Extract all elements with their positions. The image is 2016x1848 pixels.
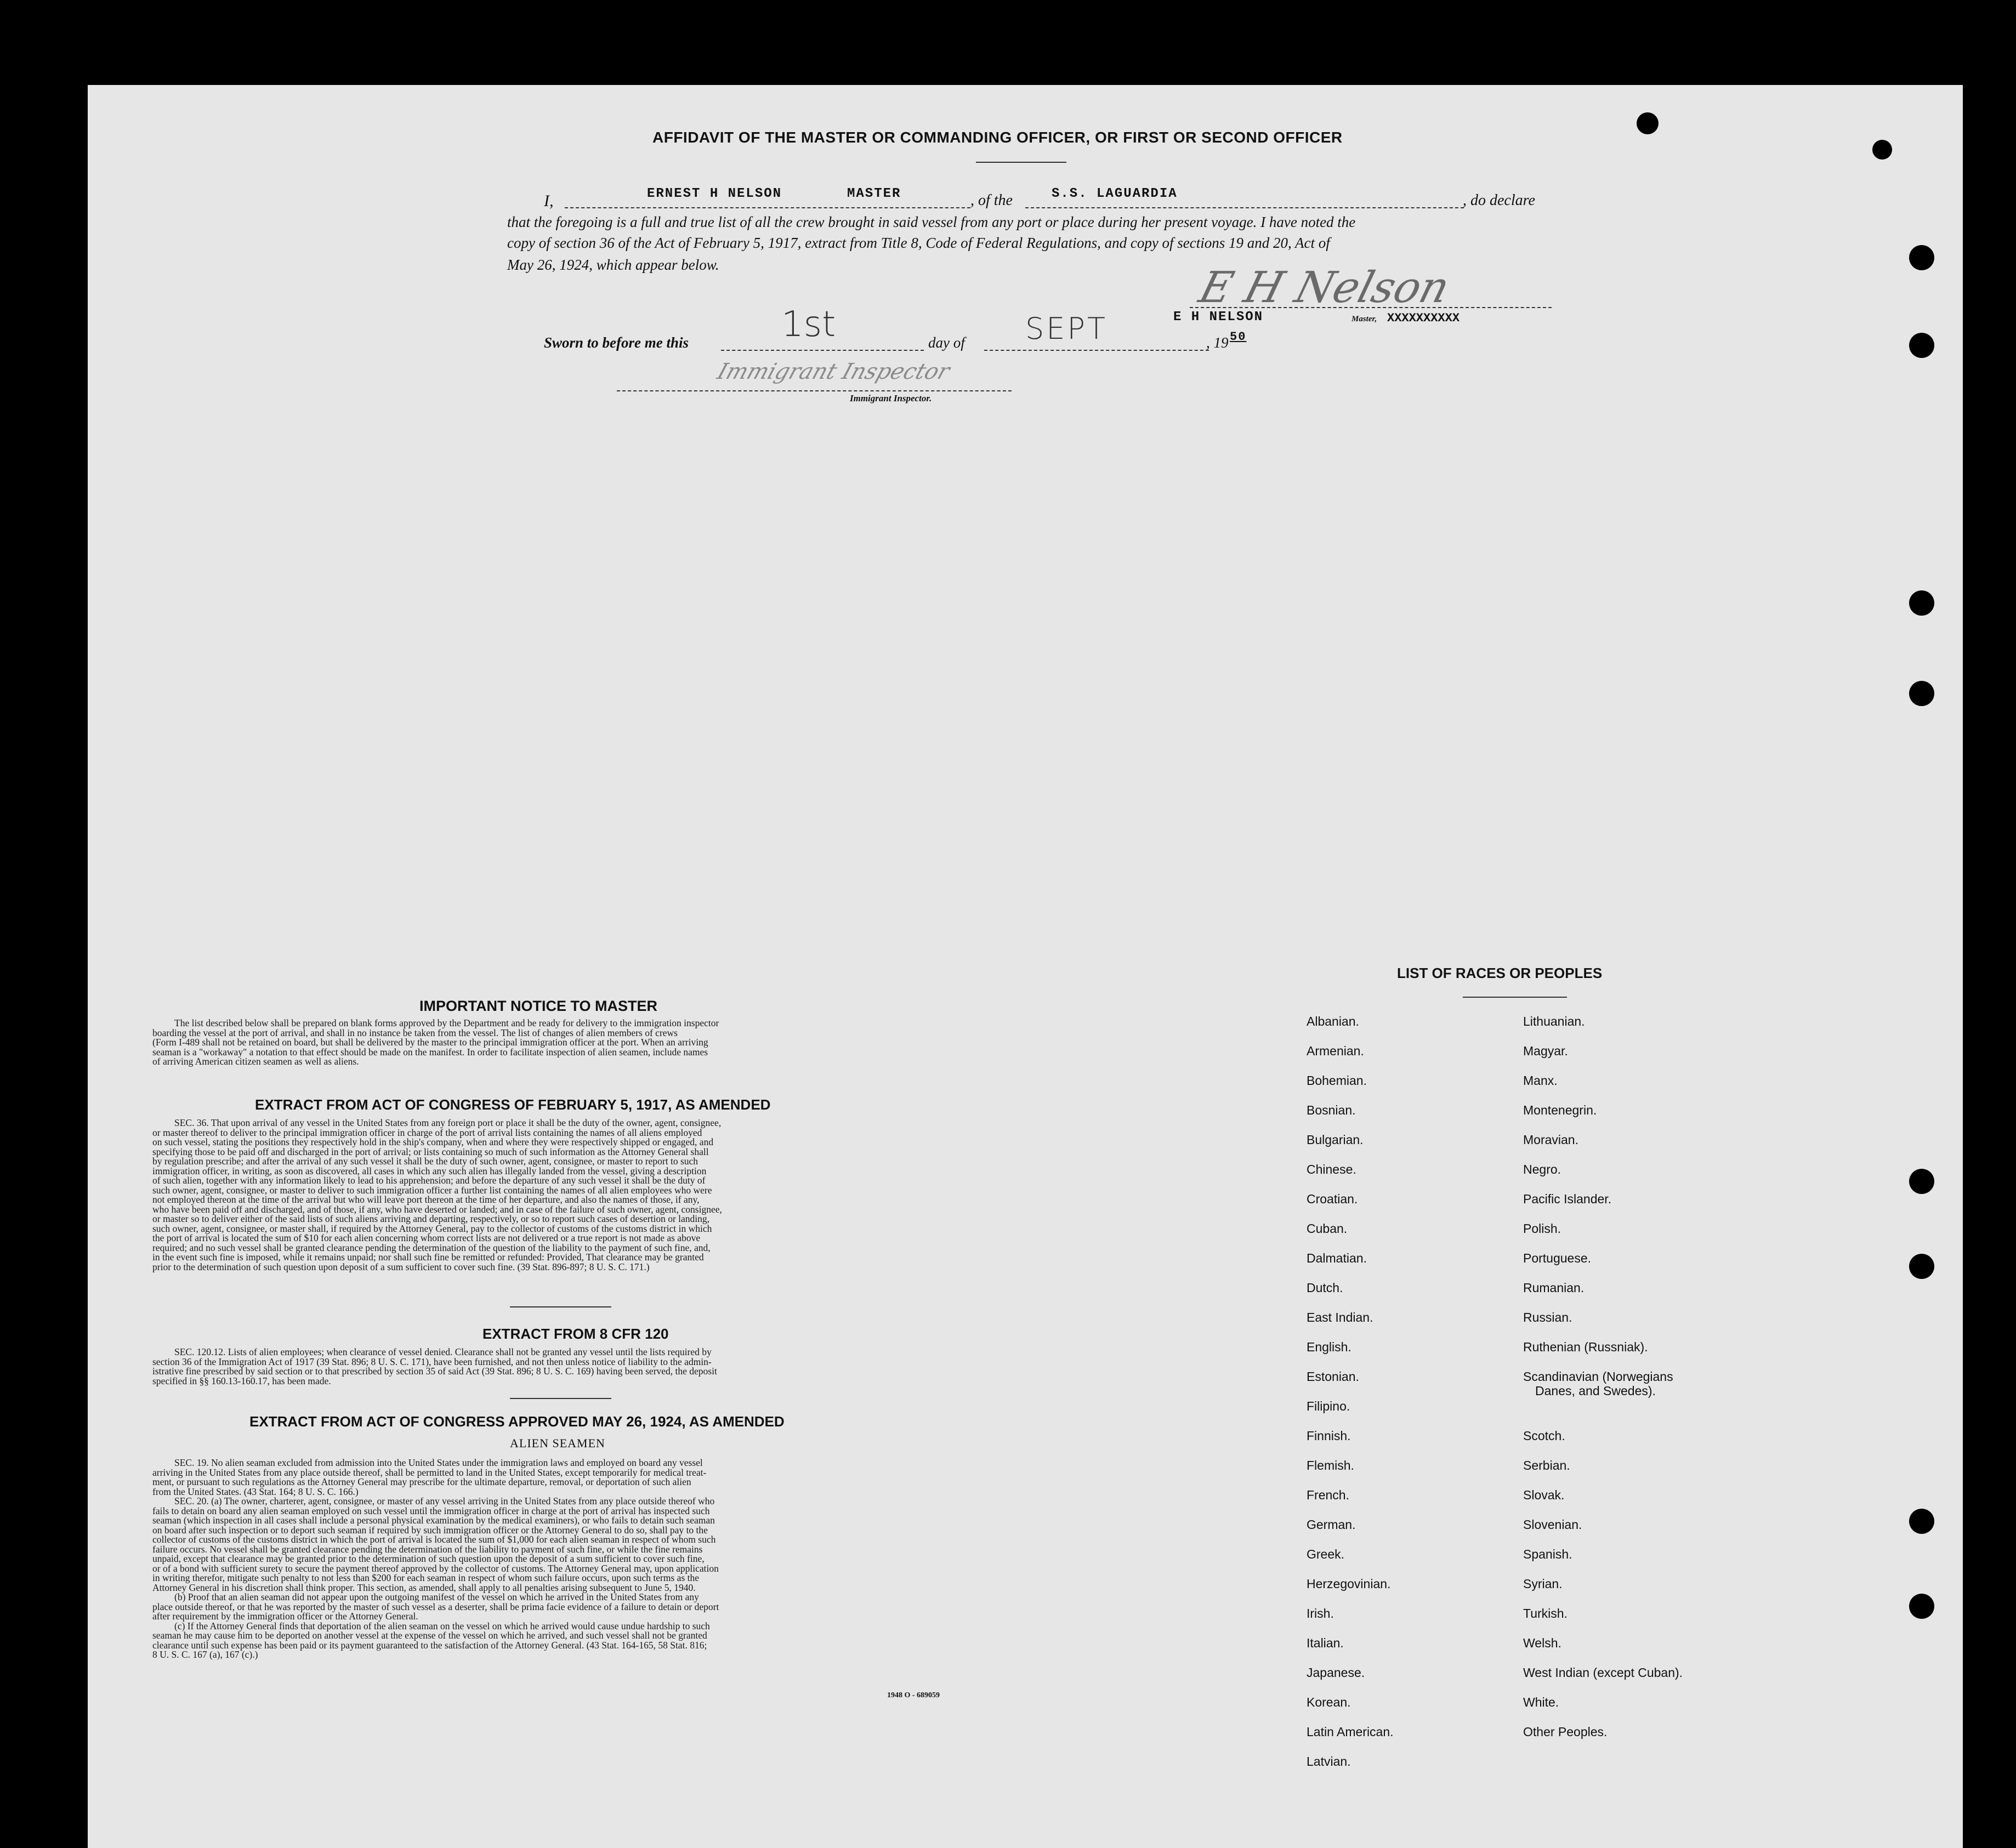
extract-line: seaman (which inspection in all cases shall include a personal physical examination by the medical examiners), or who fails to detain such seaman <box>152 1515 715 1526</box>
extract-line: or of a bond with sufficient surety to secure the payment thereof approved by the collector of customs. The Attorney General may, upon application <box>152 1562 719 1574</box>
extract-line: collector of customs of the customs district in which the port of arrival is located the sum of $1,000 for each alien seaman in respect of whom such <box>152 1534 716 1545</box>
extract-1917-heading: EXTRACT FROM ACT OF CONGRESS OF FEBRUARY 5, 1917, AS AMENDED <box>255 1096 771 1113</box>
race-item: Dalmatian. <box>1307 1251 1367 1265</box>
punch-hole <box>1909 1509 1934 1534</box>
punch-hole <box>1909 590 1934 616</box>
vessel-line <box>1025 207 1464 208</box>
extract-line: of such alien, together with any information likely to lead to his apprehension; and before the departure of any such vessel it shall be the duty of <box>152 1175 706 1186</box>
race-item: Montenegrin. <box>1523 1103 1597 1117</box>
extract-line: who have been paid off and discharged, and of those, if any, who have deserted or landed; and in case of the failure of such owner, agent, consignee, <box>152 1203 722 1215</box>
notice-line: (Form I-489 shall not be retained on board, but shall be delivered by the master to the principal immigration officer at the port. When an arriving <box>152 1037 708 1048</box>
race-item: Slovenian. <box>1523 1517 1582 1532</box>
print-code: 1948 O - 689059 <box>887 1691 940 1699</box>
races-heading-rule <box>1463 997 1567 998</box>
race-item: Welsh. <box>1523 1636 1561 1650</box>
extract-line: SEC. 20. (a) The owner, charterer, agent, consignee, or master of any vessel arriving in the United States from any place outside thereof who <box>174 1496 715 1506</box>
extract-line: in writing therefor, mitigate such penalty to not less than $200 for each seaman in respect of whom such failure occurs, upon such terms as the <box>152 1572 700 1583</box>
race-item: Polish. <box>1523 1221 1561 1236</box>
extract-line: in the event such fine is imposed, while it remains unpaid; nor shall such fine be remitted or refunded: Provided, That clearance may be granted <box>152 1252 704 1263</box>
signature-line <box>1190 307 1552 308</box>
vessel-typed: S.S. LAGUARDIA <box>1052 186 1178 201</box>
day-of-label: day of <box>928 334 965 351</box>
extract-line: place outside thereof, or that he was reported by the master of such vessel as a deserter, shall be prima facie evidence of a failure to detain or deport <box>152 1601 719 1612</box>
heading-rule <box>976 162 1066 163</box>
race-item: Filipino. <box>1307 1399 1350 1413</box>
month-handwritten: SEPT <box>1025 311 1108 346</box>
extract-line: on such vessel, stating the positions they respectively hold in the ship's company, when and where they were respectively shipped or engaged, and <box>152 1136 714 1147</box>
extract-cfr-heading: EXTRACT FROM 8 CFR 120 <box>482 1326 669 1342</box>
race-item: Portuguese. <box>1523 1251 1592 1265</box>
race-item: Lithuanian. <box>1523 1014 1585 1028</box>
punch-hole <box>1909 333 1934 358</box>
race-item: Rumanian. <box>1523 1281 1585 1295</box>
race-item: French. <box>1307 1488 1349 1502</box>
punch-hole <box>1637 112 1659 134</box>
extract-line: SEC. 120.12. Lists of alien employees; when clearance of vessel denied. Clearance shall not be granted any vessel until the lists required by <box>174 1346 712 1357</box>
race-item: Magyar. <box>1523 1044 1568 1058</box>
master-name-typed: ERNEST H NELSON <box>647 186 782 201</box>
race-item: Estonian. <box>1307 1369 1359 1384</box>
extract-line: arriving in the United States from any place outside thereof, shall be permitted to land in the United States, except temporarily for medical treat- <box>152 1466 707 1478</box>
affidavit-body-3: May 26, 1924, which appear below. <box>507 257 719 273</box>
extract-line: specifying those to be paid off and discharged in the port of arrival; or lists containing so much of such information as the Attorney General shall <box>152 1146 709 1157</box>
extract-line: SEC. 19. No alien seaman excluded from admission into the United States under the immigration laws and employed on board any vessel <box>174 1457 703 1468</box>
extract-1924-heading: EXTRACT FROM ACT OF CONGRESS APPROVED MAY 26, 1924, AS AMENDED <box>249 1413 785 1430</box>
race-item: Turkish. <box>1523 1606 1568 1620</box>
race-item: Scotch. <box>1523 1429 1565 1443</box>
race-item: Russian. <box>1523 1310 1572 1324</box>
extract-line: by regulation prescribe; and after the arrival of any such vessel it shall be the duty of such owner, agent, consignee, or master to report to such <box>152 1156 698 1167</box>
race-item: Ruthenian (Russniak). <box>1523 1340 1648 1354</box>
inspector-line <box>617 390 1012 391</box>
master-typed: E H NELSON <box>1173 310 1264 325</box>
race-item: Dutch. <box>1307 1281 1343 1295</box>
struck-text: XXXXXXXXXX <box>1387 311 1460 325</box>
affidavit-heading: AFFIDAVIT OF THE MASTER OR COMMANDING OFFICER, OR FIRST OR SECOND OFFICER <box>652 129 1343 146</box>
extract-line: 8 U. S. C. 167 (a), 167 (c).) <box>152 1649 258 1660</box>
race-item: Spanish. <box>1523 1547 1572 1561</box>
race-item: Pacific Islander. <box>1523 1192 1612 1206</box>
race-item: Manx. <box>1523 1073 1558 1088</box>
punch-hole <box>1909 1254 1934 1279</box>
punch-hole <box>1909 1594 1934 1619</box>
punch-hole <box>1909 1169 1934 1194</box>
extract-line: Attorney General in his discretion shall think proper. This section, as amended, shall apply to all penalties arising subsequent to June 5, 1940. <box>152 1582 696 1593</box>
race-item: Greek. <box>1307 1547 1345 1561</box>
race-item: White. <box>1523 1695 1559 1709</box>
extract-line: prior to the determination of such question upon deposit of a sum sufficient to cover such fine. (39 Stat. 896-897; 8 U. S. C. 171.) <box>152 1261 650 1272</box>
race-item: Chinese. <box>1307 1162 1356 1176</box>
of-the-label: , of the <box>970 192 1013 209</box>
race-item: English. <box>1307 1340 1351 1354</box>
extract-line: istrative fine prescribed by said section or to that prescribed by section 35 of said Act (39 Stat. 896; 8 U. S. C. 169) having been served, the deposit <box>152 1366 717 1377</box>
name-line <box>565 207 970 208</box>
extract-line: fails to detain on board any alien seaman employed on such vessel until the immigration officer in charge at the port of arrival has inspected such <box>152 1505 710 1516</box>
extract-line: required; and no such vessel shall be granted clearance pending the determination of the question of the liability to the payment of such fine, and, <box>152 1242 711 1253</box>
extract-line: SEC. 36. That upon arrival of any vessel in the United States from any foreign port or place it shall be the duty of the owner, agent, consignee, <box>174 1117 722 1128</box>
extract-line: failure occurs. No vessel shall be granted clearance pending the determination of the liability to payment of such fine, or while the fine remains <box>152 1543 703 1555</box>
extract-line: (b) Proof that an alien seaman did not appear upon the outgoing manifest of the vessel on which he arrived in the United States from any <box>174 1591 699 1602</box>
inspector-label: Immigrant Inspector. <box>850 393 932 403</box>
race-item: Danes, and Swedes). <box>1535 1384 1656 1398</box>
extract-line: or master so to deliver either of the said lists of such aliens arriving and departing, respectively, or so to report such cases of desertion or landing, <box>152 1213 710 1224</box>
extract-line: specified in §§ 160.13-160.17, has been made. <box>152 1375 331 1386</box>
race-item: Japanese. <box>1307 1665 1365 1680</box>
race-item: Bohemian. <box>1307 1073 1367 1088</box>
race-item: Latin American. <box>1307 1725 1394 1739</box>
race-item: Italian. <box>1307 1636 1344 1650</box>
notice-line: seaman is a "workaway" a notation to that effect should be made on the manifest. In order to facilitate inspection of alien seamen, include names <box>152 1046 708 1057</box>
race-item: East Indian. <box>1307 1310 1373 1324</box>
master-title-typed: MASTER <box>847 186 901 201</box>
race-item: Armenian. <box>1307 1044 1364 1058</box>
punch-hole <box>1909 245 1934 270</box>
race-item: Serbian. <box>1523 1458 1570 1472</box>
extract-line: or master thereof to deliver to the principal immigration officer in charge of the port of arrival lists containing the names of all aliens employed <box>152 1127 702 1138</box>
extract-1924-text <box>152 1458 968 1660</box>
notice-heading: IMPORTANT NOTICE TO MASTER <box>419 998 657 1014</box>
extract-line: not employed thereon at the time of the arrival but who will leave port thereon at the time of her departure, and also the names of those, if any, <box>152 1194 700 1205</box>
day-line <box>721 350 924 351</box>
year-prefix: , 19 <box>1206 334 1229 351</box>
notice-text <box>152 1019 968 1067</box>
extract-line: the port of arrival is located the sum of $10 for each alien concerning whom correct lists are not delivered or a true report is not made as above <box>152 1232 701 1243</box>
extract-line: (c) If the Attorney General finds that deportation of the alien seaman on the vessel on which he arrived would cause undue hardship to such <box>174 1620 710 1631</box>
race-item: West Indian (except Cuban). <box>1523 1665 1683 1680</box>
master-signature: E H Nelson <box>1194 263 1455 312</box>
extract-line: ment, or pursuant to such regulations as the Attorney General may prescribe for the ultimate departure, removal, or deportation of such alien <box>152 1476 691 1487</box>
extract-line: clearance until such expense has been paid or its payment guaranteed to the satisfaction of the Attorney General. (43 Stat. 164-165, 58 Stat. 816; <box>152 1639 707 1651</box>
notice-line: boarding the vessel at the port of arrival, and shall in no instance be taken from the vessel. The list of changes of alien members of crews <box>152 1027 678 1038</box>
section-rule <box>510 1306 611 1307</box>
extract-line: such owner, agent, consignee, or master shall, if required by the Attorney General, pay to the collector of customs of the customs district in which <box>152 1222 712 1234</box>
race-item: Bosnian. <box>1307 1103 1356 1117</box>
race-item: Albanian. <box>1307 1014 1359 1028</box>
races-heading: LIST OF RACES OR PEOPLES <box>1397 965 1603 981</box>
extract-line: seaman he may cause him to be deported on another vessel at the expense of the vessel on which he arrived, and such vessel shall not be granted <box>152 1630 707 1641</box>
month-line <box>984 350 1209 351</box>
notice-line: of arriving American citizen seamen as well as aliens. <box>152 1056 359 1067</box>
extract-line: on board after such inspection or to deport such seaman if required by such immigration officer or the Attorney General to do so, shall pay to the <box>152 1524 708 1536</box>
extract-line: from the United States. (43 Stat. 164; 8 U. S. C. 166.) <box>152 1486 359 1497</box>
extract-cfr-text <box>152 1347 968 1386</box>
notice-line: The list described below shall be prepared on blank forms approved by the Department and be ready for delivery to the immigration inspector <box>174 1017 719 1028</box>
race-item: Herzegovinian. <box>1307 1577 1391 1591</box>
race-item: Flemish. <box>1307 1458 1354 1472</box>
extract-1917-text <box>152 1118 968 1272</box>
race-item: Bulgarian. <box>1307 1133 1364 1147</box>
extract-line: after requirement by the immigration officer or the Attorney General. <box>152 1611 418 1622</box>
race-item: Negro. <box>1523 1162 1561 1176</box>
do-declare-label: , do declare <box>1463 192 1535 209</box>
race-item: Other Peoples. <box>1523 1725 1608 1739</box>
day-handwritten: 1st <box>781 304 836 345</box>
inspector-signature: Immigrant Inspector <box>714 359 953 384</box>
section-rule <box>510 1398 611 1399</box>
year-suffix: 50 <box>1230 330 1247 344</box>
race-item: Cuban. <box>1307 1221 1348 1236</box>
race-item: Scandinavian (Norwegians <box>1523 1369 1673 1384</box>
race-item: Croatian. <box>1307 1192 1358 1206</box>
race-item: Irish. <box>1307 1606 1334 1620</box>
i-label: I, <box>544 192 554 210</box>
master-label: Master, <box>1351 315 1377 323</box>
extract-line: such owner, agent, consignee, or master to deliver to such immigration officer a further list containing the names of all alien employees who were <box>152 1184 712 1196</box>
extract-line: immigration officer, in writing, as soon as discovered, all cases in which any such alien has illegally landed from the vessel, giving a description <box>152 1165 707 1176</box>
race-item: Syrian. <box>1523 1577 1563 1591</box>
affidavit-body-1: that the foregoing is a full and true list of all the crew brought in said vessel from any port or place during her present voyage. I have noted the <box>507 214 1356 230</box>
race-item: German. <box>1307 1517 1356 1532</box>
affidavit-body-2: copy of section 36 of the Act of February 5, 1917, extract from Title 8, Code of Federal Regulations, and copy of sections 19 and 20, Act of <box>507 235 1330 251</box>
race-item: Finnish. <box>1307 1429 1351 1443</box>
punch-hole <box>1909 681 1934 706</box>
race-item: Korean. <box>1307 1695 1351 1709</box>
extract-1924-subheading: ALIEN SEAMEN <box>510 1436 605 1450</box>
race-item: Slovak. <box>1523 1488 1565 1502</box>
extract-line: section 36 of the Immigration Act of 1917 (39 Stat. 896; 8 U. S. C. 171), have been furnished, and not then unless notice of liability to the admin- <box>152 1356 712 1367</box>
race-item: Moravian. <box>1523 1133 1578 1147</box>
punch-hole <box>1872 140 1892 160</box>
extract-line: unpaid, except that clearance may be granted prior to the determination of such question upon the deposit of a sum sufficient to cover such fine, <box>152 1553 705 1564</box>
race-item: Latvian. <box>1307 1754 1351 1769</box>
sworn-label: Sworn to before me this <box>544 334 689 351</box>
